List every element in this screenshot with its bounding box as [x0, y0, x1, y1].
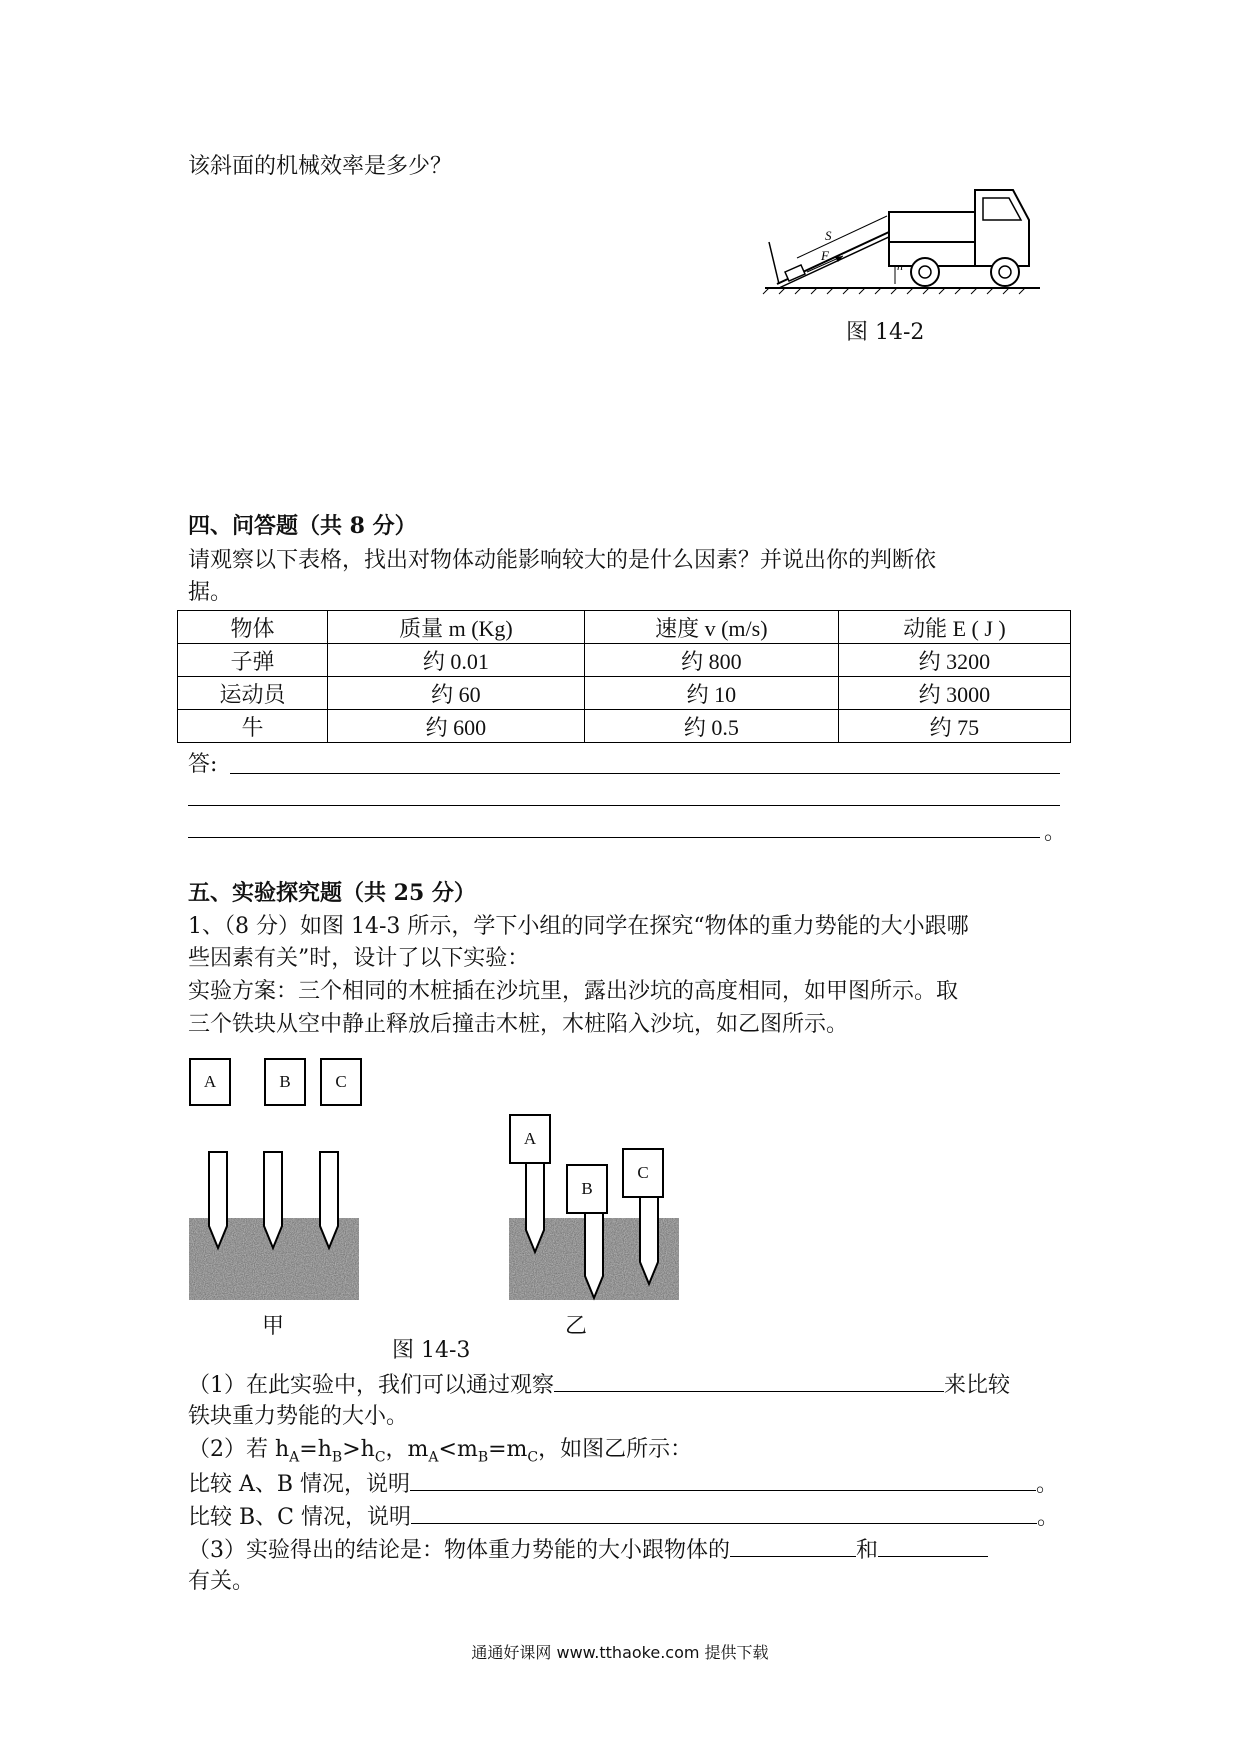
iron-block-a: A [189, 1058, 231, 1106]
iron-block-c: C [622, 1148, 664, 1198]
iron-block-b: B [264, 1058, 306, 1106]
sub-question-text: （1）在此实验中，我们可以通过观察 [188, 1373, 554, 1398]
plan-text-cont: 三个铁块从空中静止释放后撞击木桩，木桩陷入沙坑，如乙图所示。 [188, 1012, 849, 1037]
stake [209, 1152, 227, 1248]
period: 。 [1037, 1505, 1060, 1530]
subscript: A [428, 1449, 439, 1466]
answer-label: 答: [188, 752, 218, 777]
table-cell: 约 10 [584, 677, 838, 710]
table-cell: 约 0.01 [328, 644, 585, 677]
compare-ab [188, 1466, 1058, 1502]
iron-block-a: A [509, 1114, 551, 1164]
text: ，如图乙所示： [538, 1437, 693, 1462]
text: 和 [856, 1538, 879, 1563]
text: 比较 A、B 情况，说明 [188, 1472, 411, 1497]
table-cell: 牛 [178, 710, 328, 743]
blank[interactable] [730, 1532, 856, 1557]
text: （3）实验得出的结论是：物体重力势能的大小跟物体的 [188, 1538, 730, 1563]
label-f: F [821, 248, 829, 263]
plan-text: 实验方案：三个相同的木桩插在沙坑里，露出沙坑的高度相同，如甲图所示。取 [188, 979, 959, 1004]
footer-text: 通通好课网 www.tthaoke.com 提供下载 [471, 1643, 769, 1662]
sub-question-1 [188, 1367, 1010, 1403]
text: =h [299, 1437, 332, 1462]
table-cell: 约 0.5 [584, 710, 838, 743]
text: <m [438, 1437, 478, 1462]
subscript: C [527, 1449, 539, 1466]
stake [526, 1160, 544, 1252]
text: >h [342, 1437, 375, 1462]
sub-question-text: 来比较 [944, 1373, 1011, 1398]
table-cell: 约 60 [328, 677, 585, 710]
sub-question-text-cont: 有关。 [188, 1569, 255, 1594]
table-cell: 约 3200 [838, 644, 1070, 677]
period: 。 [1044, 820, 1067, 845]
section-title: 五、实验探究题（共 25 分） [188, 880, 476, 906]
table-cell: 约 3000 [838, 677, 1070, 710]
blank[interactable] [411, 1499, 1037, 1524]
figure-label-jia: 甲 [262, 1314, 285, 1339]
stake [585, 1210, 603, 1298]
stake [320, 1152, 338, 1248]
table-cell: 约 800 [584, 644, 838, 677]
question-prompt: 请观察以下表格，找出对物体动能影响较大的是什么因素？并说出你的判断依 [188, 548, 937, 573]
figure-caption: 图 14-3 [392, 1338, 471, 1363]
table-cell: 运动员 [178, 677, 328, 710]
section-title: 四、问答题（共 8 分） [188, 513, 417, 539]
table-cell: 约 600 [328, 710, 585, 743]
table-cell: 约 75 [838, 710, 1070, 743]
label-s: S [825, 228, 832, 243]
compare-bc [188, 1499, 1059, 1535]
iron-block-b: B [566, 1164, 608, 1214]
figure-caption: 图 14-2 [846, 320, 925, 345]
text: =m [488, 1437, 528, 1462]
question-text: 该斜面的机械效率是多少？ [188, 154, 453, 179]
stake [264, 1152, 282, 1248]
subscript: B [331, 1449, 343, 1466]
sub-question-text-cont: 铁块重力势能的大小。 [188, 1404, 409, 1429]
blank[interactable] [878, 1532, 988, 1557]
subscript: A [289, 1449, 300, 1466]
table-cell: 子弹 [178, 644, 328, 677]
subscript: B [477, 1449, 489, 1466]
blank[interactable] [410, 1466, 1036, 1491]
subscript: C [374, 1449, 386, 1466]
question-text: 1、（8 分）如图 14-3 所示，学下小组的同学在探究“物体的重力势能的大小跟哪 [188, 914, 969, 939]
text: 比较 B、C 情况，说明 [188, 1505, 411, 1530]
table-header: 动能 E ( J ) [838, 611, 1070, 644]
table-header: 物体 [178, 611, 328, 644]
table-header: 质量 m (Kg) [328, 611, 585, 644]
text: ，m [385, 1437, 429, 1462]
question-text-cont: 些因素有关”时，设计了以下实验： [188, 946, 530, 971]
figure-label-yi: 乙 [565, 1314, 588, 1339]
question-prompt-cont: 据。 [188, 580, 233, 605]
blank[interactable] [554, 1367, 944, 1392]
sub-question-3 [188, 1532, 988, 1568]
text: （2）若 h [188, 1437, 290, 1462]
period: 。 [1036, 1472, 1059, 1497]
table-header: 速度 v (m/s) [584, 611, 838, 644]
iron-block-c: C [320, 1058, 362, 1106]
